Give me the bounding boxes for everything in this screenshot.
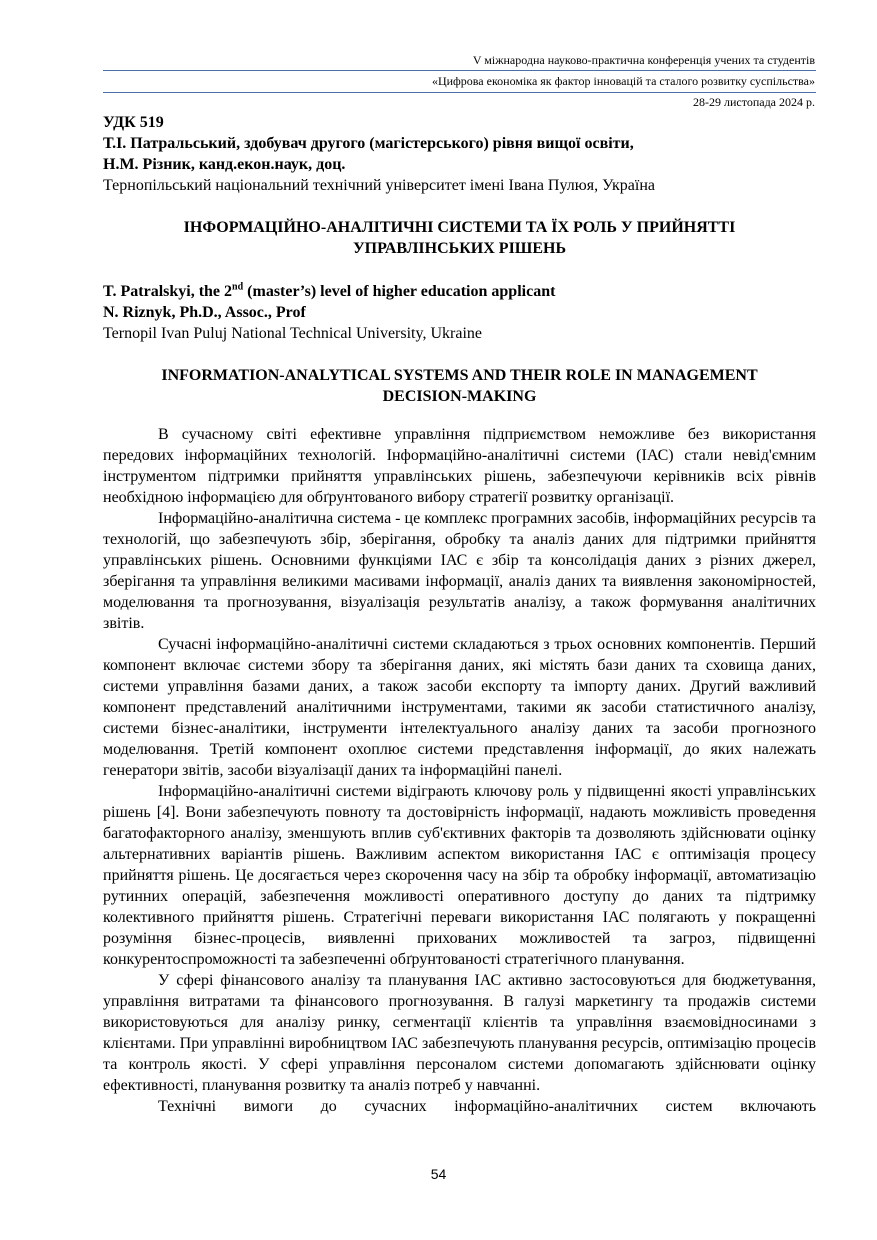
conference-title: «Цифрова економіка як фактор інновацій та сталого розвитку суспільства» [431, 74, 815, 88]
paper-body [103, 112, 816, 1117]
title-en-line-1: INFORMATION-ANALYTICAL SYSTEMS AND THEIR ROLE IN MANAGEMENT [161, 367, 758, 384]
header-rule-1 [103, 70, 816, 71]
title-ua-line-1: ІНФОРМАЦІЙНО-АНАЛІТИЧНІ СИСТЕМИ ТА ЇХ РОЛЬ У ПРИЙНЯТТІ [183, 219, 736, 236]
title-ua-line-2: УПРАВЛІНСЬКИХ РІШЕНЬ [352, 240, 567, 257]
author-en-2: N. Riznyk, Ph.D., Assoc., Prof [103, 304, 306, 321]
header-rule-2 [103, 92, 816, 93]
affiliation-en: Ternopil Ivan Puluj National Technical University, Ukraine [103, 325, 482, 342]
title-en-line-2: DECISION-MAKING [382, 388, 537, 405]
paragraph-2: Інформаційно-аналітична система - це комплекс програмних засобів, інформаційних ресурсів та технологій, що забезпечують збір, зберігання, обробку та аналіз даних для підтримки прийняття управлінських рішень. Основними функціями ІАС є збір та консолідація даних з різних джерел, зберігання та управління великими масивами інформації, аналіз даних та виявлення закономірностей, моделювання та прогнозування, візуалізація результатів аналізу, а також формування аналітичних звітів. [103, 510, 816, 632]
author-ua-2: Н.М. Різник, канд.екон.наук, доц. [103, 156, 346, 173]
page-number: 54 [430, 1166, 447, 1182]
author-ua-1: Т.І. Патральський, здобувач другого (магістерського) рівня вищої освіти, [103, 135, 634, 152]
paragraph-3: Сучасні інформаційно-аналітичні системи складаються з трьох основних компонентів. Перший компонент включає системи збору та зберігання даних, які містять бази даних та сховища даних, системи управління базами даних, а також засоби експорту та імпорту даних. Другий важливий компонент представлений аналітичними інструментами, такими як засоби статистичного аналізу, системи бізнес-аналітики, інструменти інтелектуального аналізу даних та засоби прогнозного моделювання. Третій компонент охоплює системи представлення інформації, до яких належать генератори звітів, засоби візуалізації даних та інформаційні панелі. [103, 636, 816, 779]
paragraph-4: Інформаційно-аналітичні системи відіграють ключову роль у підвищенні якості управлінських рішень [4]. Вони забезпечують повноту та достовірність інформації, надають можливість проведення багатофакторного аналізу, зменшують вплив суб'єктивних факторів та дозволяють здійснювати оцінку альтернативних варіантів рішень. Важливим аспектом використання ІАС є оптимізація процесу прийняття рішень. Це досягається через скорочення часу на збір та обробку інформації, автоматизацію рутинних операцій, забезпечення можливості оперативного доступу до даних та підтримку колективного прийняття рішень. Стратегічні переваги використання ІАС полягають у покращенні розуміння бізнес-процесів, виявленні прихованих можливостей та загроз, підвищенні конкурентоспроможності та забезпеченні обґрунтованості стратегічного планування. [103, 783, 816, 968]
author-en-1-rest: (master’s) level of higher education applicant [243, 283, 556, 300]
conference-name: V міжнародна науково-практична конференція учених та студентів [472, 53, 815, 67]
author-en-1 [103, 281, 816, 302]
udk-code: УДК 519 [103, 114, 164, 131]
affiliation-ua: Тернопільський національний технічний університет імені Івана Пулюя, Україна [103, 177, 655, 194]
author-en-1-name: T. Patralskyi, the 2 [103, 283, 233, 300]
conference-date: 28-29 листопада 2024 р. [693, 95, 815, 109]
paragraph-1: В сучасному світі ефективне управління підприємством неможливе без використання передових інформаційних технологій. Інформаційно-аналітичні системи (ІАС) стали невід'ємним інструментом підтримки прийняття управлінських рішень, забезпечуючи керівників всіх рівнів необхідною інформацією для обґрунтованого вибору стратегії розвитку організації. [103, 426, 816, 506]
author-en-1-sup: nd [232, 281, 244, 293]
paragraph-6: Технічні вимоги до сучасних інформаційно-аналітичних систем включають [158, 1098, 816, 1115]
paragraph-5: У сфері фінансового аналізу та планування ІАС активно застосовуються для бюджетування, управління витратами та фінансового прогнозування. В галузі маркетингу та продажів системи використовуються для аналізу ринку, сегментації клієнтів та управління взаємовідносинами з клієнтами. При управлінні виробництвом ІАС забезпечують планування ресурсів, оптимізацію процесів та контроль якості. У сфері управління персоналом системи допомагають здійснювати оцінку ефективності, планування розвитку та аналіз потреб у навчанні. [103, 972, 816, 1094]
